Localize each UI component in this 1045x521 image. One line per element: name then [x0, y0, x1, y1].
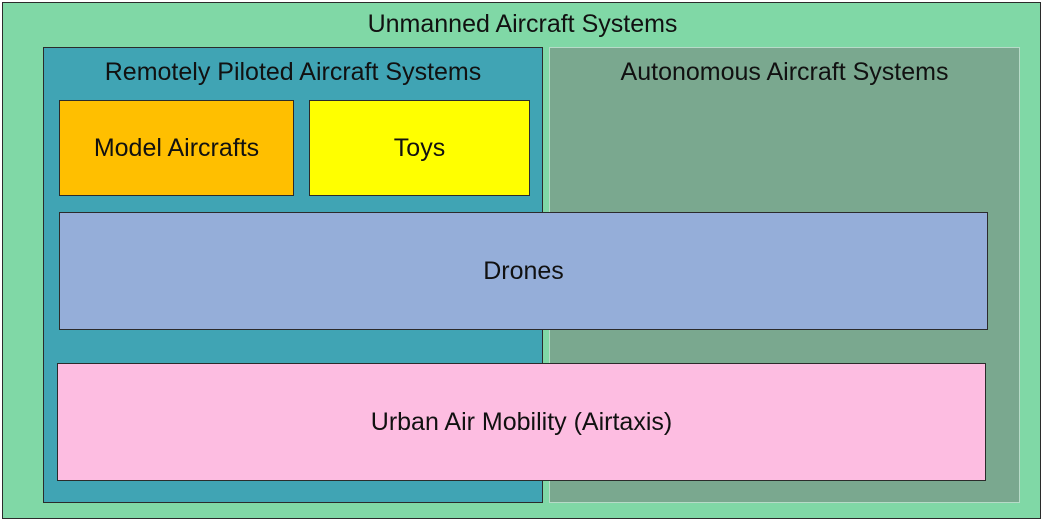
toys-box [309, 100, 530, 196]
model-aircrafts-box [59, 100, 294, 196]
urban-air-mobility-label: Urban Air Mobility (Airtaxis) [370, 407, 673, 436]
autonomous-aircraft-systems-label: Autonomous Aircraft Systems [620, 58, 949, 86]
urban-air-mobility-box [57, 363, 986, 481]
toys-label: Toys [393, 133, 446, 162]
drones-box [59, 212, 988, 330]
remotely-piloted-aircraft-systems-label: Remotely Piloted Aircraft Systems [104, 58, 482, 86]
model-aircrafts-label: Model Aircrafts [93, 133, 260, 162]
unmanned-aircraft-systems-title: Unmanned Aircraft Systems [367, 10, 678, 38]
drones-label: Drones [483, 256, 564, 285]
